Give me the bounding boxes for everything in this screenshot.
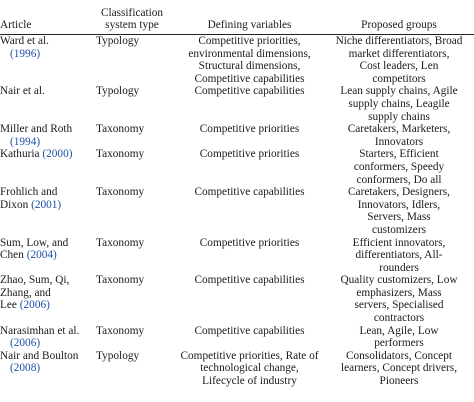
article-year-link[interactable]: (2008)	[10, 362, 41, 375]
table-header	[0, 0, 474, 35]
table-row	[0, 35, 474, 86]
cell-classification-type: Taxonomy	[96, 324, 145, 337]
cell-proposed-groups	[324, 350, 474, 388]
table-row	[0, 85, 474, 123]
cell-classification-type: Taxonomy	[96, 123, 145, 136]
article-year-link[interactable]: (2006)	[19, 299, 50, 312]
variable-line: Competitive priorities	[199, 236, 300, 249]
cell-proposed-groups	[324, 35, 474, 86]
cell-article	[0, 148, 89, 186]
cell-defining-variables	[175, 350, 324, 388]
table-row	[0, 237, 474, 275]
article-author-line: Miller and Roth	[0, 123, 73, 136]
group-line: supply chains	[368, 110, 430, 123]
group-line: servers, Specialised	[354, 299, 444, 312]
group-line: Pioneers	[379, 375, 419, 388]
variable-line: Competitive priorities, Rate of	[180, 349, 319, 362]
article-author-line: Kathuria	[0, 148, 40, 161]
table-body	[0, 35, 474, 388]
group-line: Quality customizers, Low	[340, 274, 458, 287]
cell-proposed-groups	[324, 186, 474, 236]
article-year-link[interactable]: (2006)	[10, 337, 41, 350]
group-line: Servers, Mass	[367, 211, 431, 224]
variable-line: Lifecycle of industry	[202, 375, 297, 388]
cell-defining-variables	[175, 148, 324, 186]
article-year-link[interactable]: (2001)	[31, 198, 62, 211]
cell-defining-variables	[175, 325, 324, 350]
article-line-with-year	[0, 148, 87, 161]
group-line: Starters, Efficient	[359, 148, 439, 161]
variable-line: Competitive capabilities	[194, 324, 305, 337]
variable-line: Competitive priorities,	[198, 35, 301, 47]
article-author-line: Frohlich and	[0, 186, 58, 199]
table-row	[0, 186, 474, 236]
cell-defining-variables	[175, 237, 324, 275]
header-article: Article	[0, 0, 89, 35]
table-row	[0, 350, 474, 388]
group-line: Caretakers, Designers,	[348, 186, 450, 199]
article-year-link[interactable]: (2004)	[26, 249, 57, 262]
group-line: Innovators	[374, 135, 424, 148]
variable-line: Structural dimensions,	[198, 60, 301, 73]
article-author-line: Zhang, and	[0, 286, 51, 299]
cell-classification-type: Typology	[96, 349, 140, 362]
group-line: learners, Concept drivers,	[340, 362, 458, 375]
group-line: Cost leaders, Len	[359, 60, 439, 73]
group-line: performers	[374, 337, 424, 350]
cell-article	[0, 325, 89, 350]
cell-classification-type: Taxonomy	[96, 186, 145, 199]
variable-line: Competitive capabilities	[194, 72, 305, 85]
cell-article	[0, 350, 89, 388]
article-author-line: Ward et al.	[0, 35, 49, 47]
cell-article	[0, 186, 89, 236]
cell-article	[0, 123, 89, 148]
cell-article	[0, 274, 89, 324]
variable-line: Competitive priorities	[199, 148, 300, 161]
cell-classification-type: Taxonomy	[96, 148, 145, 161]
article-line-with-year	[0, 249, 87, 262]
header-type: Classification system type	[89, 0, 175, 35]
header-row	[0, 0, 474, 35]
cell-article	[0, 85, 89, 123]
cell-article	[0, 237, 89, 275]
group-line: customizers	[372, 223, 426, 236]
cell-proposed-groups	[324, 148, 474, 186]
variable-line: Competitive capabilities	[194, 186, 305, 199]
group-line: rounders	[379, 261, 419, 274]
variable-line: technological change,	[200, 362, 299, 375]
cell-classification-type: Taxonomy	[96, 274, 145, 287]
cell-defining-variables	[175, 85, 324, 123]
article-line-with-year	[0, 299, 87, 312]
group-line: Caretakers, Marketers,	[347, 123, 451, 136]
group-line: conformers, Speedy	[353, 160, 445, 173]
article-year-link[interactable]: (1996)	[10, 47, 41, 60]
article-author-line: Sum, Low, and	[0, 236, 69, 249]
article-author-line: Chen	[0, 249, 24, 262]
table-row	[0, 325, 474, 350]
group-line: Niche differentiators, Broad	[335, 35, 463, 47]
cell-proposed-groups	[324, 123, 474, 148]
cell-article	[0, 35, 89, 86]
group-line: Lean, Agile, Low	[359, 324, 439, 337]
cell-defining-variables	[175, 123, 324, 148]
cell-classification-type: Typology	[96, 85, 140, 98]
article-author-line: Zhao, Sum, Qi,	[0, 274, 70, 287]
header-variables: Defining variables	[175, 0, 324, 35]
variable-line: environmental dimensions,	[188, 47, 311, 60]
table-row	[0, 274, 474, 324]
group-line: contractors	[373, 312, 425, 325]
article-author-line: Lee	[0, 299, 17, 312]
cell-classification-type: Typology	[96, 35, 140, 47]
group-line: Efficient innovators,	[352, 236, 446, 249]
header-groups: Proposed groups	[324, 0, 474, 35]
group-line: conformers, Do all	[356, 173, 442, 186]
cell-proposed-groups	[324, 237, 474, 275]
cell-defining-variables	[175, 274, 324, 324]
group-line: Lean supply chains, Agile	[340, 85, 458, 98]
group-line: market differentiators,	[348, 47, 450, 60]
variable-line: Competitive capabilities	[194, 85, 305, 98]
article-author-line: Nair and Boulton	[0, 349, 79, 362]
cell-defining-variables	[175, 186, 324, 236]
group-line: emphasizers, Mass	[356, 286, 442, 299]
group-line: Innovators, Idlers,	[357, 198, 441, 211]
table-row	[0, 148, 474, 186]
article-year-link[interactable]: (1994)	[10, 135, 41, 148]
cell-proposed-groups	[324, 85, 474, 123]
article-author-line: Nair et al.	[0, 85, 45, 98]
variable-line: Competitive capabilities	[194, 274, 305, 287]
article-line-with-year	[0, 199, 87, 212]
cell-proposed-groups	[324, 274, 474, 324]
group-line: Consolidators, Concept	[345, 349, 453, 362]
group-line: differentiators, All-	[355, 249, 443, 262]
cell-defining-variables	[175, 35, 324, 86]
cell-proposed-groups	[324, 325, 474, 350]
article-year-link[interactable]: (2000)	[42, 148, 73, 161]
article-author-line: Narasimhan et al.	[0, 324, 80, 337]
cell-classification-type: Taxonomy	[96, 236, 145, 249]
group-line: supply chains, Leagile	[348, 97, 450, 110]
group-line: competitors	[372, 72, 426, 85]
article-author-line: Dixon	[0, 198, 29, 211]
variable-line: Competitive priorities	[199, 123, 300, 136]
table-row	[0, 123, 474, 148]
